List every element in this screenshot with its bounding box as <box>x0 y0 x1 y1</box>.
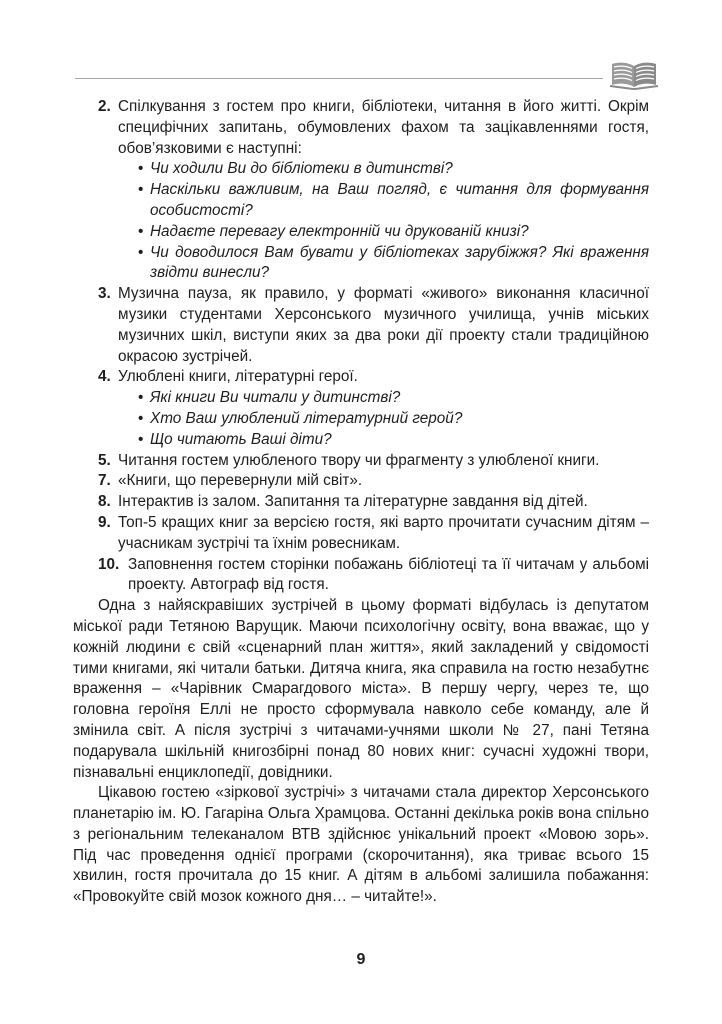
body-paragraph: Цікавою гостею «зіркової зустрічі» з читачами стала директор Херсонського планетарію ім. Ю. Гагаріна Ольга Храмцова. Останні декілька років вона спільно з регіональним телеканалом ВТВ здійснює унікальний проект «Мовою зорь». Під час проведення однієї програми (скорочитання), яка триває всього 15 хвилин, гостя прочитала до 15 книг. А дітям в альбомі залишила побажання: «Провокуйте свій мозок кожного дня… – читайте!». <box>73 784 649 906</box>
open-book-icon <box>609 60 659 90</box>
item-number: 4. <box>98 368 111 386</box>
question-item <box>118 409 649 430</box>
question-text: Чи ходили Ви до бібліотеки в дитинстві? <box>150 160 453 178</box>
item-text: Улюблені книги, літературні герої. <box>118 368 358 386</box>
item-number: 7. <box>98 472 111 490</box>
page-content <box>73 97 649 908</box>
item-number: 9. <box>98 513 111 531</box>
bullet-icon: • <box>138 160 144 178</box>
item-number: 2. <box>98 98 111 115</box>
question-text: Наскільки важливим, на Ваш погляд, є читання для формування особистості? <box>150 181 649 219</box>
item-text: Інтерактив із залом. Запитання та літературне завдання від дітей. <box>118 493 588 511</box>
list-item <box>98 513 649 555</box>
item-text: Читання гостем улюбленого твору чи фрагменту з улюбленої книги. <box>118 451 600 469</box>
question-text: Чи доводилося Вам бувати у бібліотеках зарубіжжя? Які враження звідти винесли? <box>150 243 649 282</box>
item-text: Музична пауза, як правило, у форматі «живого» виконання класичної музики студентами Херсонського музичного училища, учнів міських музичних шкіл, виступи яких за два роки дії проекту стали традиційною окрасою зустрічей. <box>118 285 649 365</box>
bullet-icon: • <box>138 243 144 261</box>
body-paragraph: Одна з найяскравіших зустрічей в цьому форматі відбулась із депутатом міської ради Тетяною Варущик. Маючи психологічну освіту, вона вважає, що у кожній людини є свій «сценарний план життя», який закладений у свідомості тими книгами, які читали батьки. Дитяча книга, яка справила на гостю незабутнє враження – «Чарівник Смарагдового міста». В першу чергу, через те, що головна героїня Еллі не просто сформувала навколо себе команду, але й змінила світ. А після зустрічі з читачами-учнями школи № 27, пані Тетяна подарувала шкільній книгозбірні понад 80 нових книг: сучасні художні твори, пізнавальні енциклопедії, довідники. <box>73 597 649 781</box>
question-item <box>118 222 649 243</box>
item-text: Топ-5 кращих книг за версією гостя, які варто прочитати сучасним дітям – учасникам зустрічі та їхнім ровесникам. <box>118 513 649 552</box>
question-list <box>118 388 649 450</box>
question-text: Хто Ваш улюблений літературний герой? <box>150 409 463 427</box>
list-item <box>98 492 649 513</box>
bullet-icon: • <box>138 409 144 427</box>
question-item <box>118 430 649 451</box>
bullet-icon: • <box>138 181 144 199</box>
list-item <box>98 367 649 450</box>
question-item <box>118 243 649 285</box>
header-rule <box>75 78 603 79</box>
list-item <box>98 555 649 597</box>
question-item <box>118 159 649 180</box>
question-item <box>118 180 649 222</box>
bullet-icon: • <box>138 222 144 240</box>
item-number: 8. <box>98 493 111 511</box>
list-item <box>98 284 649 367</box>
bullet-icon: • <box>138 389 144 407</box>
item-number: 3. <box>98 285 111 303</box>
question-text: Які книги Ви читали у дитинстві? <box>150 389 401 407</box>
list-item <box>98 471 649 492</box>
bullet-icon: • <box>138 430 144 448</box>
item-text: «Книги, що перевернули мій світ». <box>118 472 363 490</box>
question-list <box>118 159 649 284</box>
item-text: Заповнення гостем сторінки побажань бібліотеці та її читачам у альбомі проекту. Автограф від гостя. <box>128 555 649 594</box>
item-number: 10. <box>98 555 120 573</box>
page-number: 9 <box>356 951 366 968</box>
question-item <box>118 388 649 409</box>
item-text: Спілкування з гостем про книги, бібліотеки, читання в його житті. Окрім специфічних запитань, обумовлених фахом та зацікавленнями гостя, обов’язковими є наступні: <box>118 98 649 157</box>
list-item <box>98 97 649 284</box>
list-item <box>98 451 649 472</box>
question-text: Надаєте перевагу електронній чи друкованій книзі? <box>150 222 529 240</box>
question-text: Що читають Ваші діти? <box>150 430 332 448</box>
item-number: 5. <box>98 451 111 469</box>
